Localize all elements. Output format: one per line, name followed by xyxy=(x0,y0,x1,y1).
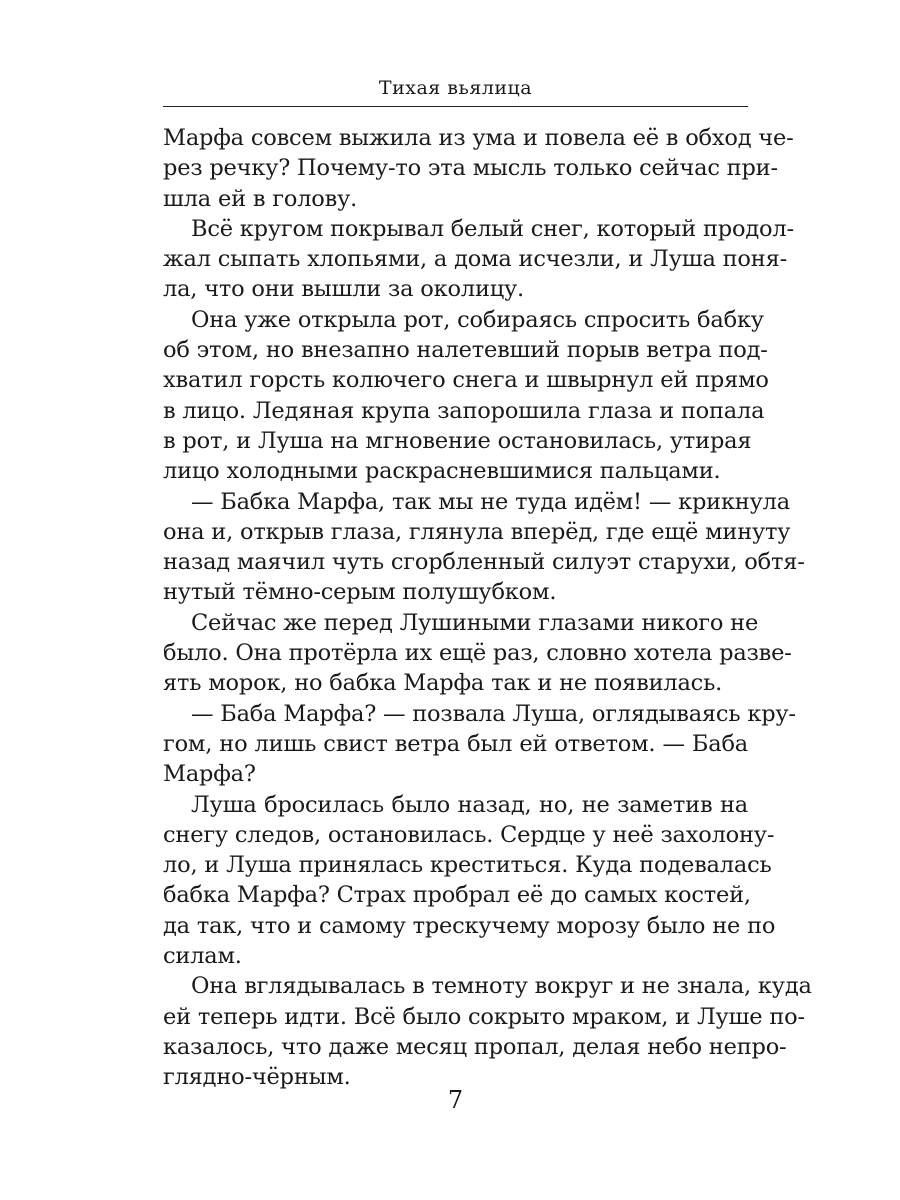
text-line: об этом, но внезапно налетевший порыв ветра под- xyxy=(163,337,768,364)
text-line: Сейчас же перед Лушиными глазами никого не xyxy=(191,609,759,636)
text-line: силам. xyxy=(163,943,242,970)
text-line: было. Она протёрла их ещё раз, словно хотела разве- xyxy=(163,640,792,667)
text-line: назад маячил чуть сгорбленный силуэт старухи, обтя- xyxy=(163,549,805,576)
text-line: Марфа совсем выжила из ума и повела её в обход че- xyxy=(163,125,794,151)
text-line: — Бабка Марфа, так мы не туда идём! — крикнула xyxy=(191,488,790,515)
text-line: она и, открыв глаза, глянула вперёд, где ещё минуту xyxy=(163,518,791,545)
text-line: ей теперь идти. Всё было сокрыто мраком, и Луше по- xyxy=(163,1003,805,1030)
running-head: Тихая вьялица xyxy=(378,77,533,99)
text-line: Она вглядывалась в темноту вокруг и не знала, куда xyxy=(191,973,812,1000)
text-line: в лицо. Ледяная крупа запорошила глаза и попала xyxy=(163,397,765,424)
text-line: бабка Марфа? Страх пробрал её до самых костей, xyxy=(163,882,751,909)
text-line: Марфа? xyxy=(163,761,256,788)
paragraph xyxy=(163,214,794,305)
text-line: снегу следов, остановилась. Сердце у неё захолону- xyxy=(163,821,775,848)
text-line: ла, что они вышли за околицу. xyxy=(163,276,525,303)
text-line: хватил горсть колючего снега и швырнул ей прямо xyxy=(163,367,769,394)
text-line: жал сыпать хлопьями, а дома исчезли, и Луша поня- xyxy=(163,246,787,273)
text-line: Луша бросилась было назад, но, не заметив на xyxy=(191,791,748,818)
text-line: ять морок, но бабка Марфа так и не появилась. xyxy=(163,670,723,697)
page-number: 7 xyxy=(447,1086,464,1114)
paragraph xyxy=(163,305,769,487)
text-line: шла ей в голову. xyxy=(163,185,358,212)
text-line: лицо холодными раскрасневшимися пальцами. xyxy=(163,458,721,485)
paragraph xyxy=(163,608,792,699)
text-line: да так, что и самому трескучему морозу было не по xyxy=(163,912,776,939)
paragraph xyxy=(163,487,805,608)
text-line: казалось, что даже месяц пропал, делая небо непро- xyxy=(163,1033,787,1060)
header-rule xyxy=(163,106,748,107)
body-text xyxy=(163,123,812,1093)
text-line: Всё кругом покрывал белый снег, который продол- xyxy=(191,215,794,242)
paragraph xyxy=(163,699,796,790)
text-line: — Баба Марфа? — позвала Луша, оглядываясь кру- xyxy=(191,700,796,727)
text-line: ло, и Луша принялась креститься. Куда подевалась xyxy=(163,852,772,879)
paragraph xyxy=(163,790,776,972)
text-line: глядно-чёрным. xyxy=(163,1064,351,1091)
text-line: гом, но лишь свист ветра был ей ответом. — Баба xyxy=(163,730,748,757)
text-line: в рот, и Луша на мгновение остановилась, утирая xyxy=(163,427,752,454)
text-line: нутый тёмно-серым полушубком. xyxy=(163,579,557,606)
paragraph xyxy=(163,971,812,1092)
paragraph xyxy=(163,123,794,214)
text-line: рез речку? Почему-то эта мысль только сейчас при- xyxy=(163,155,778,182)
text-line: Она уже открыла рот, собираясь спросить бабку xyxy=(191,306,764,333)
